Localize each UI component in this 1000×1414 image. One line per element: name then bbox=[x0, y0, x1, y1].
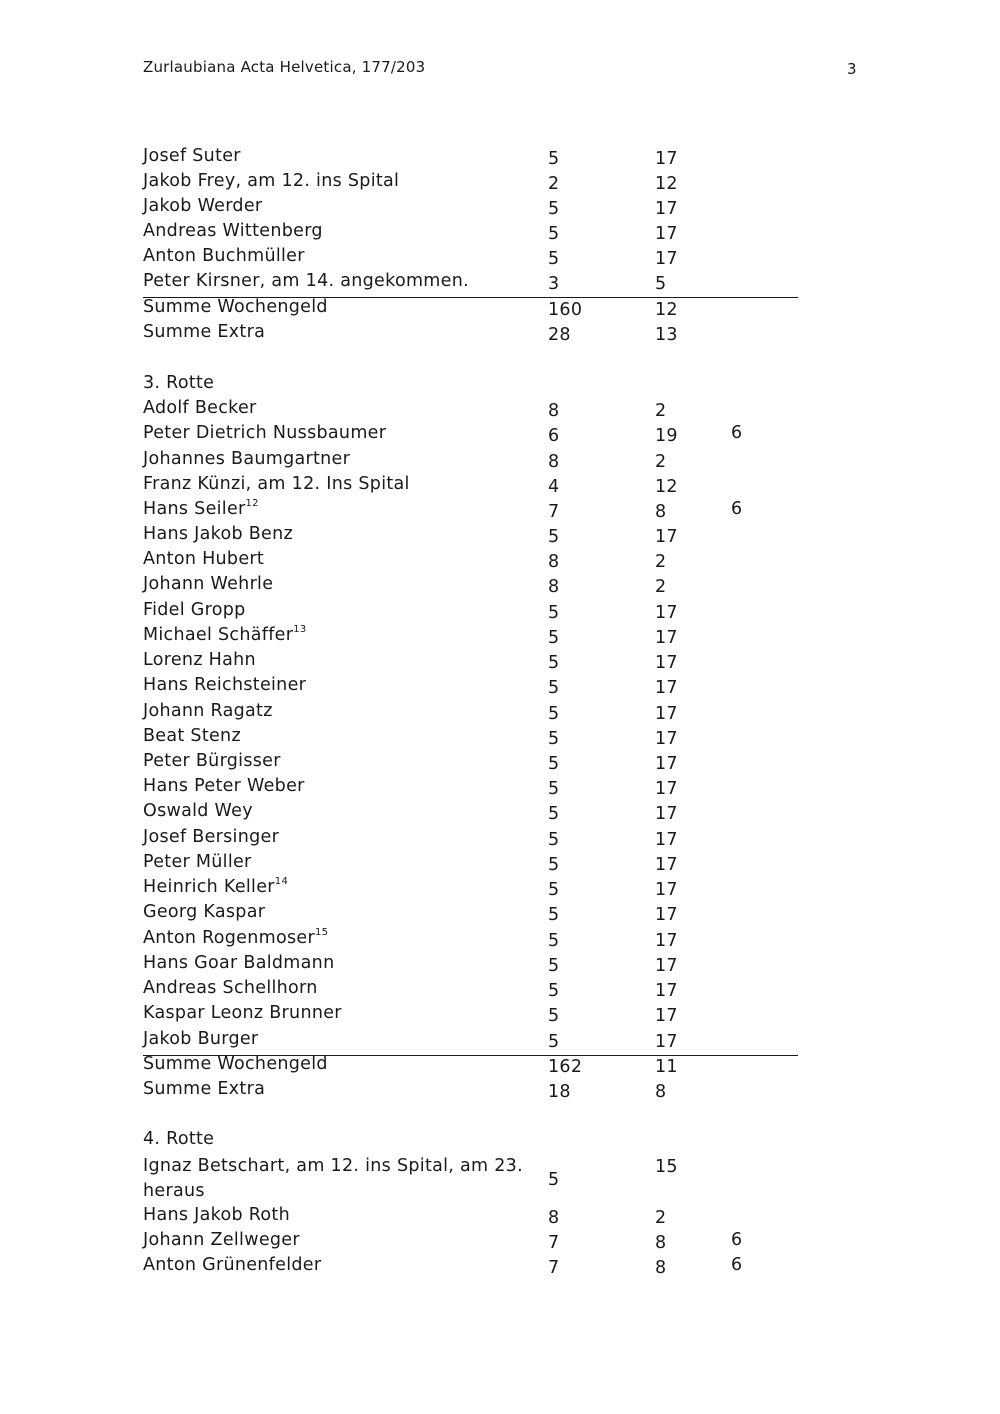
table-row bbox=[143, 625, 798, 651]
entry-name bbox=[143, 877, 288, 897]
amount-col-1: 5 bbox=[548, 880, 560, 900]
entry-name bbox=[143, 902, 265, 922]
table-row bbox=[143, 271, 798, 298]
entry-name bbox=[143, 953, 334, 973]
entry-name-text: Hans Reichsteiner bbox=[143, 675, 307, 695]
table-row bbox=[143, 297, 798, 323]
amount-col-2: 17 bbox=[655, 855, 678, 875]
table-row bbox=[143, 423, 798, 449]
table-row bbox=[143, 1154, 798, 1204]
entry-name-text: Peter Bürgisser bbox=[143, 751, 281, 771]
footnote-marker: 14 bbox=[274, 876, 289, 887]
entry-name bbox=[143, 1230, 300, 1250]
amount-col-2: 17 bbox=[655, 199, 678, 219]
amount-col-1: 18 bbox=[548, 1082, 571, 1102]
entry-name bbox=[143, 474, 410, 494]
table-row bbox=[143, 827, 798, 853]
entry-name-text: Anton Hubert bbox=[143, 549, 265, 569]
footnote-marker: 12 bbox=[245, 498, 259, 509]
amount-col-1: 160 bbox=[548, 300, 583, 320]
table-row bbox=[143, 196, 798, 222]
entry-name bbox=[143, 928, 328, 948]
amount-col-1: 5 bbox=[548, 754, 560, 774]
entry-name bbox=[143, 852, 252, 872]
entry-name-text: Ignaz Betschart, am 12. ins Spital, am 23. heraus bbox=[143, 1156, 523, 1201]
table-row bbox=[143, 1003, 798, 1029]
entry-name-text: Hans Jakob Benz bbox=[143, 524, 293, 544]
entry-name-text: Beat Stenz bbox=[143, 726, 241, 746]
amount-col-2: 2 bbox=[655, 452, 667, 472]
amount-col-2: 17 bbox=[655, 224, 678, 244]
entry-name bbox=[143, 373, 214, 393]
amount-col-1: 7 bbox=[548, 502, 560, 522]
amount-col-2: 17 bbox=[655, 527, 678, 547]
amount-col-2: 15 bbox=[655, 1157, 678, 1177]
amount-col-1: 5 bbox=[548, 779, 560, 799]
amount-col-1: 8 bbox=[548, 401, 560, 421]
table-row bbox=[143, 499, 798, 525]
table-row bbox=[143, 650, 798, 676]
amount-col-2: 17 bbox=[655, 149, 678, 169]
entry-name bbox=[143, 271, 469, 291]
amount-col-3: 6 bbox=[731, 423, 743, 443]
amount-col-2: 8 bbox=[655, 1233, 667, 1253]
amount-col-2: 17 bbox=[655, 729, 678, 749]
table-row bbox=[143, 474, 798, 500]
entry-name-text: Andreas Wittenberg bbox=[143, 221, 323, 241]
entry-name-text: Peter Dietrich Nussbaumer bbox=[143, 423, 387, 443]
entry-name bbox=[143, 827, 279, 847]
entry-name bbox=[143, 751, 281, 771]
entry-name-text: Hans Goar Baldmann bbox=[143, 953, 335, 973]
entry-name bbox=[143, 1154, 533, 1204]
table-row bbox=[143, 801, 798, 827]
amount-col-1: 5 bbox=[548, 628, 560, 648]
entry-name-text: Summe Extra bbox=[143, 1079, 266, 1099]
table-row bbox=[143, 449, 798, 475]
entry-name-text: Andreas Schellhorn bbox=[143, 978, 318, 998]
table-row bbox=[143, 902, 798, 928]
footnote-marker: 15 bbox=[314, 927, 329, 938]
amount-col-1: 28 bbox=[548, 325, 571, 345]
amount-col-1: 5 bbox=[548, 704, 560, 724]
amount-col-2: 8 bbox=[655, 502, 667, 522]
entry-name bbox=[143, 449, 350, 469]
entry-name-text: Johann Ragatz bbox=[143, 701, 273, 721]
amount-col-1: 8 bbox=[548, 552, 560, 572]
entry-name-text: Summe Wochengeld bbox=[143, 1054, 328, 1074]
entry-name-text: Summe Extra bbox=[143, 322, 266, 342]
table-row bbox=[143, 398, 798, 424]
entry-name-text: Johann Wehrle bbox=[143, 574, 274, 594]
entry-name bbox=[143, 196, 262, 216]
amount-col-2: 17 bbox=[655, 804, 678, 824]
amount-col-1: 5 bbox=[548, 729, 560, 749]
amount-col-1: 6 bbox=[548, 426, 560, 446]
amount-col-1: 5 bbox=[548, 855, 560, 875]
table-row bbox=[143, 726, 798, 752]
amount-col-2: 2 bbox=[655, 552, 667, 572]
entry-name-text: Oswald Wey bbox=[143, 801, 253, 821]
amount-col-1: 5 bbox=[548, 199, 560, 219]
running-header-title: Zurlaubiana Acta Helvetica, 177/203 bbox=[143, 58, 426, 76]
amount-col-2: 17 bbox=[655, 628, 678, 648]
table-row bbox=[143, 246, 798, 272]
amount-col-1: 162 bbox=[548, 1057, 583, 1077]
entry-name-text: Anton Rogenmoser bbox=[143, 928, 315, 948]
table-row bbox=[143, 877, 798, 903]
entry-name bbox=[143, 1205, 290, 1225]
table-row bbox=[143, 1230, 798, 1256]
amount-col-2: 17 bbox=[655, 1032, 678, 1052]
amount-col-2: 8 bbox=[655, 1258, 667, 1278]
amount-col-3: 6 bbox=[731, 1255, 743, 1275]
amount-col-2: 8 bbox=[655, 1082, 667, 1102]
table-row bbox=[143, 1079, 798, 1105]
entry-name-text: Summe Wochengeld bbox=[143, 297, 328, 317]
table-row bbox=[143, 373, 798, 399]
table-row bbox=[143, 675, 798, 701]
amount-col-2: 17 bbox=[655, 754, 678, 774]
entry-name-text: Hans Seiler bbox=[143, 499, 246, 519]
amount-col-2: 17 bbox=[655, 981, 678, 1001]
amount-col-1: 5 bbox=[548, 653, 560, 673]
entry-name bbox=[143, 1003, 342, 1023]
amount-col-2: 17 bbox=[655, 603, 678, 623]
amount-col-2: 12 bbox=[655, 174, 678, 194]
entry-name-text: Fidel Gropp bbox=[143, 600, 246, 620]
entry-name-text: Jakob Burger bbox=[143, 1029, 259, 1049]
amount-col-2: 17 bbox=[655, 249, 678, 269]
entry-name-text: Peter Kirsner, am 14. angekommen. bbox=[143, 271, 469, 291]
amount-col-2: 17 bbox=[655, 880, 678, 900]
amount-col-2: 17 bbox=[655, 1006, 678, 1026]
entry-name bbox=[143, 1054, 328, 1074]
entry-name bbox=[143, 978, 318, 998]
entry-name-text: Johannes Baumgartner bbox=[143, 449, 351, 469]
amount-col-2: 13 bbox=[655, 325, 678, 345]
entry-name-text: Heinrich Keller bbox=[143, 877, 275, 897]
amount-col-1: 5 bbox=[548, 1006, 560, 1026]
table-row bbox=[143, 221, 798, 247]
entry-name bbox=[143, 246, 305, 266]
amount-col-2: 2 bbox=[655, 577, 667, 597]
amount-col-1: 2 bbox=[548, 174, 560, 194]
entry-name-text: Kaspar Leonz Brunner bbox=[143, 1003, 342, 1023]
amount-col-2: 17 bbox=[655, 931, 678, 951]
entry-name bbox=[143, 322, 265, 342]
amount-col-1: 5 bbox=[548, 249, 560, 269]
amount-col-1: 7 bbox=[548, 1233, 560, 1253]
entry-name-text: Anton Buchmüller bbox=[143, 246, 305, 266]
amount-col-1: 5 bbox=[548, 527, 560, 547]
entry-name bbox=[143, 297, 328, 317]
table-row bbox=[143, 171, 798, 197]
table-row bbox=[143, 776, 798, 802]
entry-name-text: 4. Rotte bbox=[143, 1129, 215, 1149]
entry-name-text: Jakob Frey, am 12. ins Spital bbox=[143, 171, 400, 191]
amount-col-1: 8 bbox=[548, 1208, 560, 1228]
amount-col-1: 4 bbox=[548, 477, 560, 497]
amount-col-2: 11 bbox=[655, 1057, 678, 1077]
amount-col-1: 5 bbox=[548, 830, 560, 850]
footnote-marker: 13 bbox=[293, 624, 307, 635]
amount-col-1: 5 bbox=[548, 1032, 560, 1052]
amount-col-1: 5 bbox=[548, 603, 560, 623]
table-row bbox=[143, 852, 798, 878]
entry-name bbox=[143, 499, 259, 519]
amount-col-2: 17 bbox=[655, 905, 678, 925]
entry-name bbox=[143, 675, 306, 695]
entry-name bbox=[143, 524, 293, 544]
amount-col-2: 17 bbox=[655, 704, 678, 724]
entry-name bbox=[143, 726, 241, 746]
entry-name bbox=[143, 600, 246, 620]
table-row bbox=[143, 751, 798, 777]
entry-name-text: 3. Rotte bbox=[143, 373, 215, 393]
table-row bbox=[143, 600, 798, 626]
amount-col-1: 5 bbox=[548, 149, 560, 169]
amount-col-3: 6 bbox=[731, 1230, 743, 1250]
entry-name-text: Josef Bersinger bbox=[143, 827, 280, 847]
entry-name-text: Michael Schäffer bbox=[143, 625, 294, 645]
amount-col-1: 5 bbox=[548, 804, 560, 824]
table-row bbox=[143, 549, 798, 575]
amount-col-2: 17 bbox=[655, 830, 678, 850]
table-row bbox=[143, 1029, 798, 1056]
amount-col-1: 5 bbox=[548, 905, 560, 925]
amount-col-1: 8 bbox=[548, 577, 560, 597]
entry-name-text: Josef Suter bbox=[143, 146, 241, 166]
amount-col-1: 5 bbox=[548, 1170, 560, 1190]
amount-col-2: 17 bbox=[655, 678, 678, 698]
table-row bbox=[143, 322, 798, 348]
amount-col-1: 5 bbox=[548, 678, 560, 698]
amount-col-2: 17 bbox=[655, 956, 678, 976]
table-row bbox=[143, 1205, 798, 1231]
amount-col-1: 5 bbox=[548, 931, 560, 951]
amount-col-2: 12 bbox=[655, 300, 678, 320]
entry-name bbox=[143, 146, 241, 166]
amount-col-1: 5 bbox=[548, 224, 560, 244]
amount-col-1: 5 bbox=[548, 981, 560, 1001]
entry-name bbox=[143, 221, 323, 241]
amount-col-2: 12 bbox=[655, 477, 678, 497]
table-row bbox=[143, 1129, 798, 1155]
amount-col-1: 8 bbox=[548, 452, 560, 472]
amount-col-2: 17 bbox=[655, 779, 678, 799]
entry-name-text: Franz Künzi, am 12. Ins Spital bbox=[143, 474, 410, 494]
entry-name-text: Lorenz Hahn bbox=[143, 650, 256, 670]
entry-name bbox=[143, 1029, 258, 1049]
entry-name bbox=[143, 776, 305, 796]
entry-name bbox=[143, 801, 253, 821]
entry-name bbox=[143, 1255, 321, 1275]
entry-name bbox=[143, 1129, 214, 1149]
entry-name bbox=[143, 574, 273, 594]
entry-name bbox=[143, 171, 399, 191]
amount-col-1: 3 bbox=[548, 274, 560, 294]
entry-name-text: Anton Grünenfelder bbox=[143, 1255, 322, 1275]
page-number: 3 bbox=[847, 60, 857, 78]
entry-name bbox=[143, 650, 256, 670]
table-row bbox=[143, 574, 798, 600]
amount-col-2: 19 bbox=[655, 426, 678, 446]
amount-col-2: 2 bbox=[655, 1208, 667, 1228]
entry-name bbox=[143, 625, 307, 645]
amount-col-3: 6 bbox=[731, 499, 743, 519]
entry-name-text: Johann Zellweger bbox=[143, 1230, 300, 1250]
entry-name-text: Peter Müller bbox=[143, 852, 252, 872]
amount-col-2: 5 bbox=[655, 274, 667, 294]
entry-name bbox=[143, 1079, 265, 1099]
table-row bbox=[143, 928, 798, 954]
amount-col-1: 7 bbox=[548, 1258, 560, 1278]
table-row bbox=[143, 953, 798, 979]
entry-name bbox=[143, 549, 264, 569]
table-row bbox=[143, 978, 798, 1004]
entry-name-text: Georg Kaspar bbox=[143, 902, 266, 922]
table-row bbox=[143, 1054, 798, 1080]
entry-name-text: Hans Jakob Roth bbox=[143, 1205, 290, 1225]
entry-name-text: Hans Peter Weber bbox=[143, 776, 305, 796]
entry-name bbox=[143, 423, 386, 443]
amount-col-2: 17 bbox=[655, 653, 678, 673]
table-row bbox=[143, 1255, 798, 1281]
table-row bbox=[143, 701, 798, 727]
table-row bbox=[143, 524, 798, 550]
entry-name-text: Jakob Werder bbox=[143, 196, 263, 216]
entry-name bbox=[143, 398, 257, 418]
table-row bbox=[143, 146, 798, 172]
amount-col-2: 2 bbox=[655, 401, 667, 421]
amount-col-1: 5 bbox=[548, 956, 560, 976]
entry-name-text: Adolf Becker bbox=[143, 398, 257, 418]
entry-name bbox=[143, 701, 273, 721]
